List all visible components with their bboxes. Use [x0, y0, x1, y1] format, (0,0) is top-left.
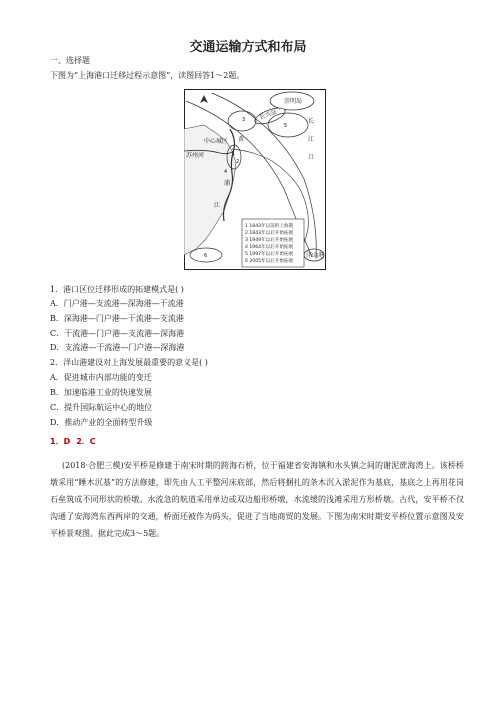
passage-paragraph: (2018·合肥三模)安平桥是修建于南宋时期的跨海石桥，位于福建省安海镇和水头镇之间的谢泥蔗海湾上。该桥桥墩采用“睡木沉基”的方法修建，即先由人工平整河床底部，然后将捆扎的条木沉入淤泥作为基底，基底之上再用花岗石垒筑成不同形状的桥墩。水流急的航道采用单边或双边船形桥墩，水流缓的浅滩采用方形桥墩。古代，安平桥不仅沟通了安海湾东西两岸的交通，桥面还被作为码头，促进了当地商贸的发展。下图为南宋时期安平桥位置示意图及安平桥景观图。据此完成3～5题。 [50, 461, 464, 538]
label-chongming: 崇明岛 [284, 98, 303, 105]
legend-item-5: 5 1997年以后开始拓展 [245, 252, 294, 257]
region-number-5: 5 [284, 123, 288, 129]
port-migration-map [184, 89, 326, 270]
question-2-option-b: B．加速临港工业的快速发展 [50, 388, 152, 397]
region-number-2: 2 [236, 159, 240, 165]
answer-1: D [63, 437, 71, 446]
question-1-option-b: B．深海港—门户港—干流港—支流港 [50, 314, 184, 323]
region-number-4: 4 [224, 169, 228, 175]
label-center: 中心城区 [204, 138, 229, 145]
question-2-option-c: C．提升国际航运中心的地位 [50, 403, 153, 412]
section-heading: 一、选择题 [50, 56, 90, 65]
answer-prefix: 1． [50, 437, 64, 446]
label-pu: 浦 [224, 180, 231, 187]
question-2-option-d: D．推动产业的全面转型升级 [50, 418, 153, 427]
legend-item-2: 2 1843年以后开始拓展 [245, 231, 294, 236]
question-2-option-a: A．促进城市内部功能的变迁 [50, 373, 152, 382]
region-number-1: 1 [232, 151, 236, 157]
region-number-6: 6 [204, 253, 208, 259]
answer-2: 2．C [76, 437, 96, 446]
label-suzhouhe: 苏州河 [186, 152, 205, 159]
answer-key [50, 437, 96, 447]
label-changxing: 长兴岛 [258, 108, 278, 121]
region-number-3: 3 [242, 117, 246, 123]
legend-item-4: 4 1964年以后开始拓展 [245, 245, 294, 250]
question-1-option-a: A．门户港—支流港—深海港—干流港 [50, 299, 184, 308]
question-2-stem: 2．洋山港建设对上海发展最重要的意义是( ) [50, 358, 208, 367]
page-title: 交通运输方式和布局 [189, 40, 307, 55]
label-huang: 黄 [238, 136, 245, 143]
legend-item-6: 6 2005年以后开始拓展 [245, 259, 294, 264]
legend-item-1: 1 1843年以前的上海港 [245, 224, 294, 229]
label-changjiang-3: 口 [308, 154, 315, 161]
question-1-option-c: C．干流港—门户港—支流港—深海港 [50, 329, 185, 338]
label-changjiang-2: 江 [308, 136, 315, 143]
legend-item-3: 3 1949年以后开始拓展 [245, 238, 294, 243]
label-changjiang-1: 长 [308, 118, 315, 125]
label-yangshan: 洋山港 [306, 252, 325, 259]
question-1-option-d: D．支流港—干流港—门户港—深海港 [50, 343, 185, 352]
label-jiang: 江 [214, 202, 221, 209]
question-1-stem: 1．港口区位迁移形成的拓建模式是( ) [50, 285, 184, 294]
intro-text: 下图为“上海港口迁移过程示意图”，读图回答1～2题。 [50, 71, 245, 80]
